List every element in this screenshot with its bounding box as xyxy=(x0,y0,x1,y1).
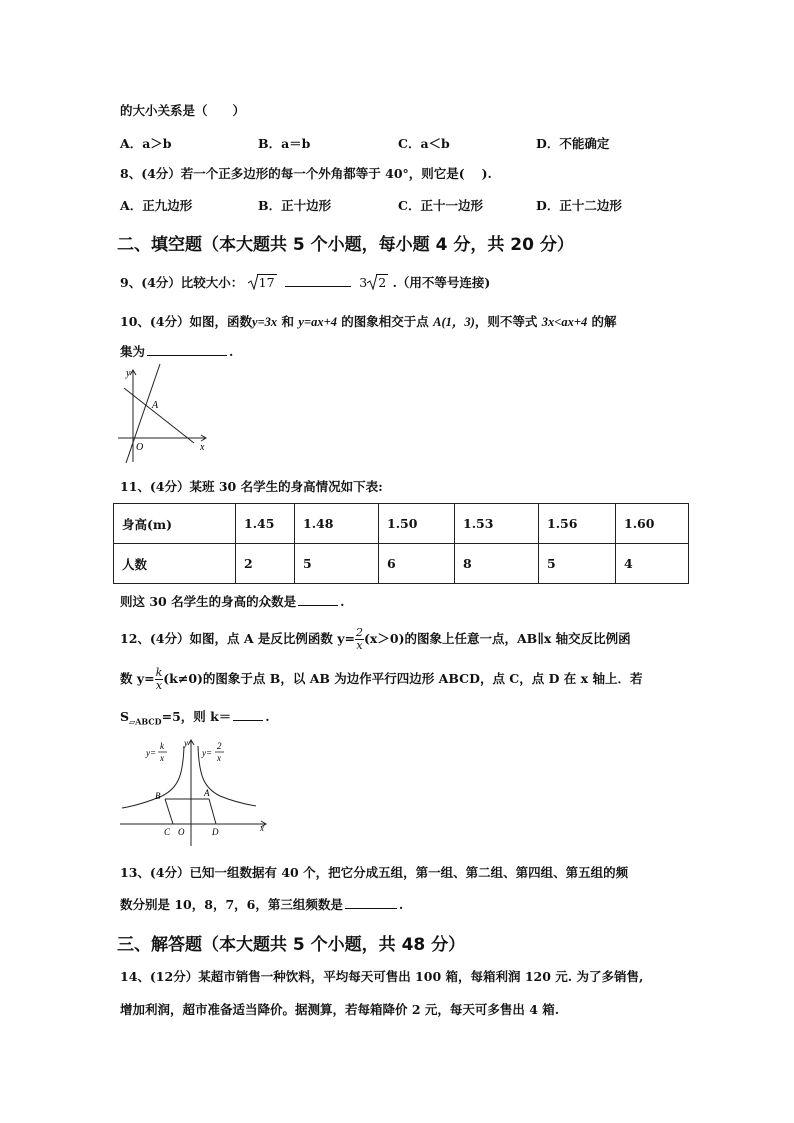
q12-label-left-den: x xyxy=(160,753,164,763)
q12-line1 xyxy=(120,624,631,654)
q9-sqrt-2: 2 xyxy=(367,274,388,292)
q12-fraction-2-over-x: $\frac{2}{x}$ xyxy=(356,626,363,652)
q9-prefix: 9、(4分）比较大小： xyxy=(120,275,244,290)
q8-option-b: B．正十边形 xyxy=(258,198,332,213)
q11-period: . xyxy=(340,594,345,609)
table-cell: 1.48 xyxy=(295,504,379,544)
q12-period: . xyxy=(265,709,270,724)
q12-label-a: A xyxy=(204,788,210,798)
q12-label-o: O xyxy=(178,827,185,837)
q10-label-x: x xyxy=(200,442,205,453)
q10-func-2: y=ax+4 xyxy=(298,315,337,329)
q8-text: 8、(4分）若一个正多边形的每一个外角都等于 40°，则它是( ). xyxy=(120,166,492,181)
q12-answer-blank[interactable] xyxy=(233,708,263,721)
q12-text-b: (x＞0)的图象上任意一点，AB∥x 轴交反比例函 xyxy=(364,631,631,646)
q7-option-a: A．a＞b xyxy=(120,136,172,151)
q12-text-a: 12、(4分）如图，点 A 是反比例函数 y= xyxy=(120,631,355,646)
q10-label-y: y xyxy=(126,368,131,379)
table-row xyxy=(114,544,689,584)
q13-period: . xyxy=(398,897,404,912)
table-cell: 2 xyxy=(236,544,295,584)
q12-area-s: S xyxy=(120,709,130,724)
q10-point: A(1，3) xyxy=(433,315,475,329)
q11-after-line xyxy=(120,593,344,611)
table-cell: 身高(m) xyxy=(114,504,236,544)
section-2-title: 二、填空题（本大题共 5 个小题，每小题 4 分，共 20 分） xyxy=(117,235,574,255)
q11-answer-blank[interactable] xyxy=(298,593,338,606)
q9-suffix: .（用不等号连接) xyxy=(392,275,491,290)
q12-label-x: x xyxy=(260,823,264,833)
q11-height-table xyxy=(113,503,689,584)
q12-text-c: 数 y= xyxy=(120,671,155,686)
q10-period: . xyxy=(229,344,234,359)
q10-text-b: 的图象相交于点 xyxy=(336,314,434,329)
q8-option-a: A．正九边形 xyxy=(120,198,193,213)
q12-label-right-den: x xyxy=(217,753,221,763)
table-cell: 1.60 xyxy=(616,504,689,544)
q12-label-c: C xyxy=(164,827,171,837)
q7-tail-text: 的大小关系是（ ） xyxy=(120,103,246,118)
table-cell: 人数 xyxy=(114,544,236,584)
q12-label-left-num: k xyxy=(160,741,164,751)
q10-inequality: 3x<ax+4 xyxy=(541,315,588,329)
table-cell: 5 xyxy=(539,544,616,584)
table-cell: 4 xyxy=(616,544,689,584)
q10-label-o: O xyxy=(136,442,144,453)
q11-after-text: 则这 30 名学生的身高的众数是 xyxy=(120,594,297,609)
q12-area-subscript: ▱ABCD xyxy=(129,716,162,727)
q10-answer-blank[interactable] xyxy=(147,343,227,356)
q12-segment-ad xyxy=(209,799,216,824)
q13-line2 xyxy=(120,896,403,914)
q12-segment-bc xyxy=(165,799,173,824)
q12-label-b: B xyxy=(155,791,161,801)
q12-figure xyxy=(116,736,272,848)
table-cell: 5 xyxy=(295,544,379,584)
q10-line2 xyxy=(120,343,233,361)
q8-option-c: C．正十一边形 xyxy=(398,198,483,213)
table-row xyxy=(114,504,689,544)
q8-option-d: D．正十二边形 xyxy=(536,198,622,213)
q7-option-c: C．a＜b xyxy=(398,136,450,151)
q7-option-b: B．a＝b xyxy=(258,136,311,151)
q10-line1 xyxy=(120,313,617,331)
q14-line1: 14、(12分）某超市销售一种饮料，平均每天可售出 100 箱，每箱利润 120 元. 为了多销售, xyxy=(120,969,644,984)
q7-option-d: D．不能确定 xyxy=(536,136,610,151)
q12-text-e: =5，则 k＝ xyxy=(161,709,232,724)
q10-and: 和 xyxy=(277,314,299,329)
q9-line xyxy=(120,274,490,292)
q11-text: 11、(4分）某班 30 名学生的身高情况如下表: xyxy=(120,479,383,494)
q10-figure xyxy=(114,362,210,466)
q13-answer-blank[interactable] xyxy=(345,896,397,909)
q12-label-y: y xyxy=(184,738,188,748)
q12-label-d: D xyxy=(212,827,219,837)
q14-line2: 增加利润，超市准备适当降价。据测算，若每箱降价 2 元，每天可多售出 4 箱. xyxy=(120,1002,560,1017)
table-cell: 1.45 xyxy=(236,504,295,544)
q12-label-left-eq: y= xyxy=(146,748,157,758)
q10-label-a: A xyxy=(152,400,159,411)
q13-text: 数分别是 10，8，7，6，第三组频数是 xyxy=(120,897,343,912)
q12-label-right-eq: y= xyxy=(202,748,213,758)
q9-coef: 3 xyxy=(359,275,368,290)
q12-line2 xyxy=(120,664,642,694)
q10-text-e: 集为 xyxy=(120,344,146,359)
table-cell: 1.50 xyxy=(379,504,455,544)
q10-text-d: 的解 xyxy=(587,314,617,329)
q10-line-yax4 xyxy=(124,388,194,443)
q9-sqrt-17: 17 xyxy=(248,274,277,292)
section-3-title: 三、解答题（本大题共 5 个小题，共 48 分） xyxy=(117,935,466,955)
q12-label-right-num: 2 xyxy=(217,741,222,751)
table-cell: 6 xyxy=(379,544,455,584)
q10-text-a: 10、(4分）如图，函数 xyxy=(120,314,253,329)
q10-func-1: y=3x xyxy=(252,315,278,329)
q12-fraction-k-over-x: $\frac{k}{x}$ xyxy=(155,666,163,692)
q13-line1: 13、(4分）已知一组数据有 40 个，把它分成五组，第一组、第二组、第四组、第五组的频 xyxy=(120,865,629,880)
table-cell: 1.56 xyxy=(539,504,616,544)
q9-answer-blank[interactable] xyxy=(285,274,351,287)
q12-text-d: (k≠0)的图象于点 B，以 AB 为边作平行四边形 ABCD，点 C，点 D 在 x 轴上．若 xyxy=(163,671,643,686)
q12-line3 xyxy=(120,708,270,731)
table-cell: 1.53 xyxy=(455,504,539,544)
table-cell: 8 xyxy=(455,544,539,584)
q10-text-c: ，则不等式 xyxy=(474,314,542,329)
